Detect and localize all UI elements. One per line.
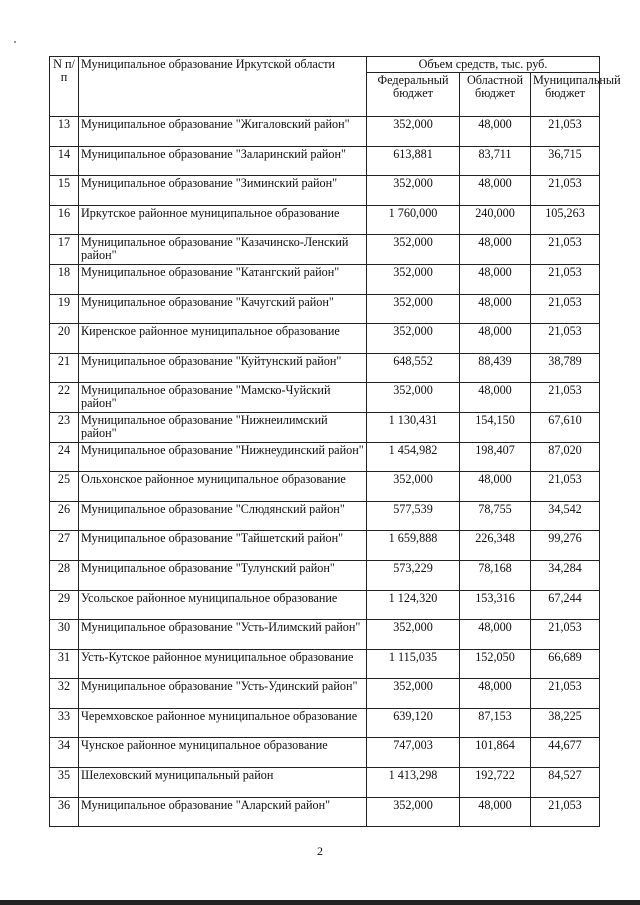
row-number: 20 <box>50 324 79 354</box>
row-federal-budget: 352,000 <box>367 797 460 827</box>
row-municipality: Муниципальное образование "Качугский район" <box>79 294 367 324</box>
row-regional-budget: 48,000 <box>460 620 531 650</box>
row-number: 28 <box>50 560 79 590</box>
row-municipality: Муниципальное образование "Заларинский район" <box>79 146 367 176</box>
table-row <box>50 708 600 738</box>
row-municipal-budget: 21,053 <box>531 383 600 413</box>
row-municipal-budget: 21,053 <box>531 620 600 650</box>
row-federal-budget: 577,539 <box>367 501 460 531</box>
row-municipal-budget: 34,284 <box>531 560 600 590</box>
row-municipal-budget: 36,715 <box>531 146 600 176</box>
row-number: 22 <box>50 383 79 413</box>
table-row <box>50 797 600 827</box>
row-municipal-budget: 21,053 <box>531 294 600 324</box>
row-federal-budget: 352,000 <box>367 117 460 147</box>
row-number: 21 <box>50 353 79 383</box>
scan-speck <box>14 41 16 43</box>
row-regional-budget: 48,000 <box>460 324 531 354</box>
row-federal-budget: 352,000 <box>367 620 460 650</box>
row-municipal-budget: 21,053 <box>531 117 600 147</box>
row-federal-budget: 639,120 <box>367 708 460 738</box>
row-federal-budget: 1 760,000 <box>367 205 460 235</box>
row-municipal-budget: 21,053 <box>531 324 600 354</box>
row-federal-budget: 352,000 <box>367 324 460 354</box>
row-municipal-budget: 67,610 <box>531 412 600 442</box>
row-regional-budget: 153,316 <box>460 590 531 620</box>
row-regional-budget: 48,000 <box>460 797 531 827</box>
row-municipality: Муниципальное образование "Зиминский район" <box>79 176 367 206</box>
row-municipality: Муниципальное образование "Мамско-Чуйский район" <box>79 383 367 413</box>
row-municipal-budget: 99,276 <box>531 531 600 561</box>
page-number: 2 <box>317 844 323 858</box>
row-municipality: Муниципальное образование "Катангский район" <box>79 264 367 294</box>
row-municipal-budget: 34,542 <box>531 501 600 531</box>
row-regional-budget: 48,000 <box>460 679 531 709</box>
row-municipality: Иркутское районное муниципальное образование <box>79 205 367 235</box>
row-regional-budget: 48,000 <box>460 117 531 147</box>
row-municipal-budget: 105,263 <box>531 205 600 235</box>
row-federal-budget: 648,552 <box>367 353 460 383</box>
row-federal-budget: 1 124,320 <box>367 590 460 620</box>
table-row <box>50 501 600 531</box>
row-number: 35 <box>50 768 79 798</box>
row-municipal-budget: 67,244 <box>531 590 600 620</box>
table-row <box>50 264 600 294</box>
row-regional-budget: 48,000 <box>460 264 531 294</box>
row-federal-budget: 352,000 <box>367 383 460 413</box>
row-regional-budget: 154,150 <box>460 412 531 442</box>
row-municipality: Ольхонское районное муниципальное образование <box>79 472 367 502</box>
table-row <box>50 353 600 383</box>
row-federal-budget: 352,000 <box>367 176 460 206</box>
row-federal-budget: 1 454,982 <box>367 442 460 472</box>
row-regional-budget: 48,000 <box>460 294 531 324</box>
row-municipality: Муниципальное образование "Аларский район" <box>79 797 367 827</box>
table-row <box>50 412 600 442</box>
table-row <box>50 235 600 265</box>
row-federal-budget: 352,000 <box>367 472 460 502</box>
row-number: 30 <box>50 620 79 650</box>
row-number: 18 <box>50 264 79 294</box>
row-number: 25 <box>50 472 79 502</box>
table-row <box>50 205 600 235</box>
row-number: 24 <box>50 442 79 472</box>
table-row <box>50 176 600 206</box>
table-row <box>50 442 600 472</box>
row-regional-budget: 48,000 <box>460 383 531 413</box>
row-municipal-budget: 44,677 <box>531 738 600 768</box>
row-number: 14 <box>50 146 79 176</box>
row-municipal-budget: 38,789 <box>531 353 600 383</box>
row-regional-budget: 226,348 <box>460 531 531 561</box>
header-municipality: Муниципальное образование Иркутской области <box>79 57 367 117</box>
row-municipality: Муниципальное образование "Тайшетский район" <box>79 531 367 561</box>
table-row <box>50 620 600 650</box>
row-municipality: Черемховское районное муниципальное образование <box>79 708 367 738</box>
row-number: 17 <box>50 235 79 265</box>
table-row <box>50 768 600 798</box>
row-number: 27 <box>50 531 79 561</box>
row-municipal-budget: 21,053 <box>531 264 600 294</box>
row-municipal-budget: 66,689 <box>531 649 600 679</box>
row-municipality: Шелеховский муниципальный район <box>79 768 367 798</box>
row-municipal-budget: 87,020 <box>531 442 600 472</box>
table-row <box>50 117 600 147</box>
row-number: 31 <box>50 649 79 679</box>
table-row <box>50 472 600 502</box>
row-municipality: Муниципальное образование "Жигаловский район" <box>79 117 367 147</box>
table-row <box>50 590 600 620</box>
header-number: N п/п <box>50 57 79 117</box>
table-row <box>50 146 600 176</box>
row-number: 15 <box>50 176 79 206</box>
allocation-table <box>49 56 621 827</box>
row-municipality: Муниципальное образование "Нижнеилимский район" <box>79 412 367 442</box>
header-municipal-budget: Муниципальный бюджет <box>531 73 600 117</box>
row-municipal-budget: 84,527 <box>531 768 600 798</box>
row-regional-budget: 101,864 <box>460 738 531 768</box>
header-regional-budget: Областной бюджет <box>460 73 531 117</box>
header-federal-budget: Федеральный бюджет <box>367 73 460 117</box>
row-number: 23 <box>50 412 79 442</box>
row-municipality: Муниципальное образование "Нижнеудинский район" <box>79 442 367 472</box>
row-regional-budget: 48,000 <box>460 235 531 265</box>
row-federal-budget: 1 130,431 <box>367 412 460 442</box>
table-header <box>50 57 621 117</box>
row-federal-budget: 352,000 <box>367 294 460 324</box>
row-federal-budget: 352,000 <box>367 235 460 265</box>
table-row <box>50 738 600 768</box>
row-federal-budget: 747,003 <box>367 738 460 768</box>
header-amount: Объем средств, тыс. руб. <box>367 57 600 73</box>
row-number: 16 <box>50 205 79 235</box>
row-number: 29 <box>50 590 79 620</box>
row-number: 34 <box>50 738 79 768</box>
row-municipal-budget: 21,053 <box>531 679 600 709</box>
row-regional-budget: 78,755 <box>460 501 531 531</box>
row-regional-budget: 83,711 <box>460 146 531 176</box>
row-municipality: Киренское районное муниципальное образование <box>79 324 367 354</box>
row-regional-budget: 192,722 <box>460 768 531 798</box>
row-regional-budget: 78,168 <box>460 560 531 590</box>
row-municipality: Муниципальное образование "Тулунский район" <box>79 560 367 590</box>
row-regional-budget: 87,153 <box>460 708 531 738</box>
row-regional-budget: 48,000 <box>460 472 531 502</box>
row-number: 26 <box>50 501 79 531</box>
table-row <box>50 294 600 324</box>
row-federal-budget: 1 413,298 <box>367 768 460 798</box>
row-federal-budget: 352,000 <box>367 679 460 709</box>
row-regional-budget: 152,050 <box>460 649 531 679</box>
row-federal-budget: 352,000 <box>367 264 460 294</box>
row-regional-budget: 48,000 <box>460 176 531 206</box>
table-row <box>50 324 600 354</box>
row-municipality: Чунское районное муниципальное образование <box>79 738 367 768</box>
row-federal-budget: 613,881 <box>367 146 460 176</box>
row-federal-budget: 573,229 <box>367 560 460 590</box>
row-municipality: Муниципальное образование "Куйтунский район" <box>79 353 367 383</box>
table-row <box>50 531 600 561</box>
row-municipality: Муниципальное образование "Казачинско-Ленский район" <box>79 235 367 265</box>
row-municipality: Муниципальное образование "Слюдянский район" <box>79 501 367 531</box>
row-number: 13 <box>50 117 79 147</box>
row-municipal-budget: 21,053 <box>531 797 600 827</box>
row-number: 32 <box>50 679 79 709</box>
row-regional-budget: 88,439 <box>460 353 531 383</box>
row-federal-budget: 1 115,035 <box>367 649 460 679</box>
page-bottom-edge <box>0 900 640 905</box>
row-number: 36 <box>50 797 79 827</box>
table-row <box>50 560 600 590</box>
row-regional-budget: 240,000 <box>460 205 531 235</box>
row-municipality: Усольское районное муниципальное образование <box>79 590 367 620</box>
row-municipal-budget: 21,053 <box>531 472 600 502</box>
row-municipal-budget: 38,225 <box>531 708 600 738</box>
table-body <box>50 117 600 827</box>
row-municipality: Муниципальное образование "Усть-Илимский район" <box>79 620 367 650</box>
row-municipality: Усть-Кутское районное муниципальное образование <box>79 649 367 679</box>
row-number: 19 <box>50 294 79 324</box>
row-municipality: Муниципальное образование "Усть-Удинский район" <box>79 679 367 709</box>
table-row <box>50 679 600 709</box>
table-row <box>50 383 600 413</box>
row-regional-budget: 198,407 <box>460 442 531 472</box>
table-row <box>50 649 600 679</box>
row-municipal-budget: 21,053 <box>531 235 600 265</box>
row-number: 33 <box>50 708 79 738</box>
row-federal-budget: 1 659,888 <box>367 531 460 561</box>
row-municipal-budget: 21,053 <box>531 176 600 206</box>
